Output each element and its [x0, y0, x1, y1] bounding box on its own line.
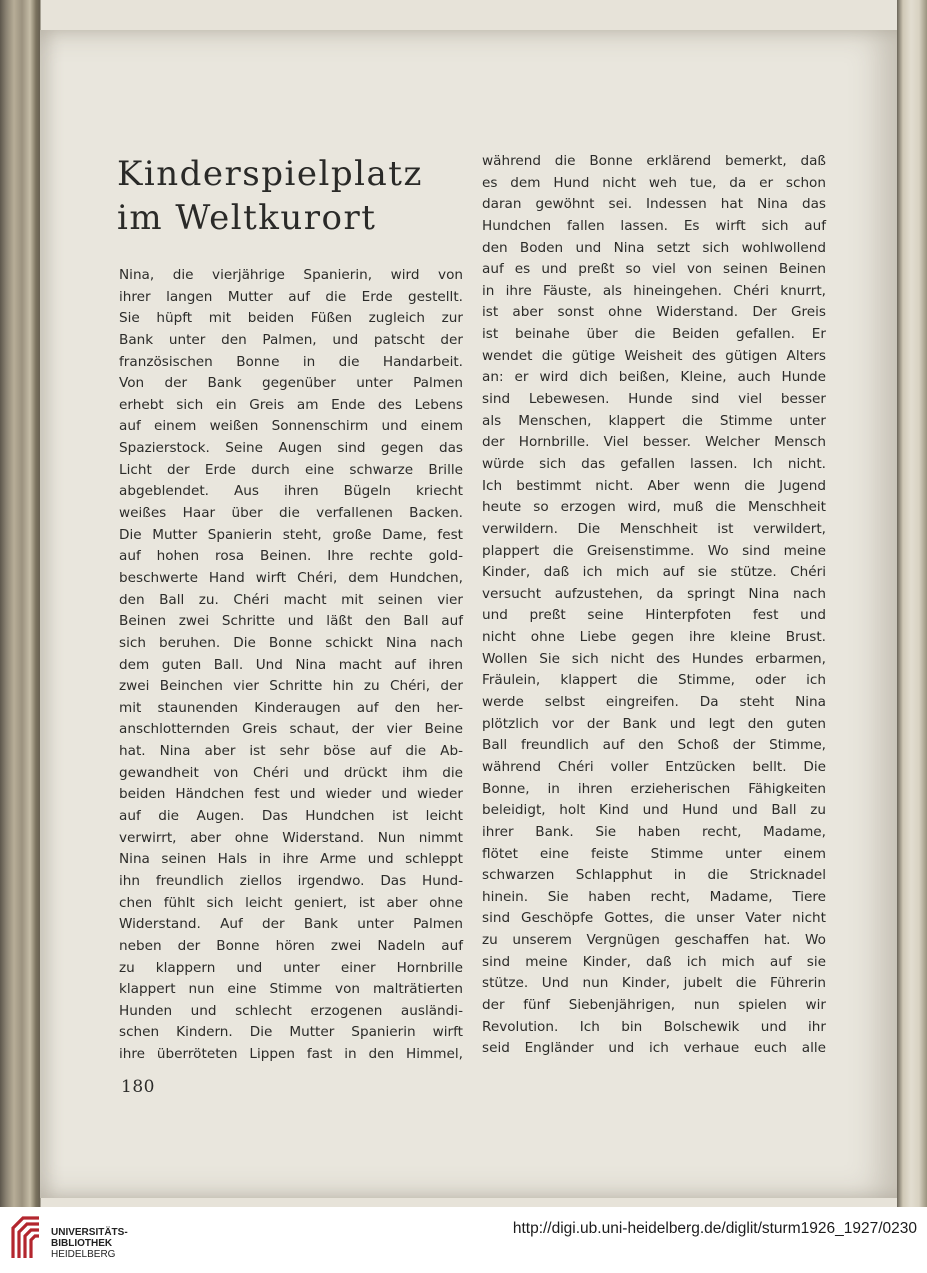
- text-line: in ihre Fäuste, als hineingehen. Chéri knurrt,: [482, 282, 826, 299]
- text-line: Fräulein, klappert die Stimme, oder ich: [482, 672, 826, 689]
- text-line: sind meine Kinder, daß ich mich auf sie: [482, 953, 826, 970]
- text-line: nicht ohne Liebe gegen ihre kleine Brust.: [482, 629, 826, 646]
- text-line: sind Lebewesen. Hunde sind viel besser: [482, 391, 826, 408]
- text-line: dem guten Ball. Und Nina macht auf ihren: [119, 656, 463, 673]
- text-line: Hundchen fallen lassen. Es wirft sich auf: [482, 217, 826, 234]
- text-line: seid Engländer und ich verhaue euch alle: [482, 1040, 826, 1057]
- text-line: plötzlich vor der Bank und legt den guten: [482, 715, 826, 732]
- text-line: neben der Bonne hören zwei Nadeln auf: [119, 937, 463, 954]
- text-line: anschlotternden Greis schaut, der vier Beine: [119, 721, 463, 738]
- text-line: Bonne, in ihren erzieherischen Fähigkeiten: [482, 780, 826, 797]
- text-line: würde sich das gefallen lassen. Ich nicht.: [482, 455, 826, 472]
- text-line: Wollen Sie sich nicht des Hundes erbarmen,: [482, 650, 826, 667]
- text-line: flötet eine feiste Stimme unter einem: [482, 845, 826, 862]
- text-line: werde selbst eingreifen. Da steht Nina: [482, 694, 826, 711]
- text-line: schwarzen Schlapphut in die Stricknadel: [482, 867, 826, 884]
- article-title: [117, 152, 457, 240]
- text-line: abgeblendet. Aus ihren Bügeln kriecht: [119, 483, 463, 500]
- page-number: 180: [121, 1077, 155, 1097]
- text-line: an: er wird dich beißen, Kleine, auch Hunde: [482, 369, 826, 386]
- text-line: stütze. Und nun Kinder, jubelt die Führerin: [482, 975, 826, 992]
- right-text-column: [482, 151, 826, 1060]
- text-line: und preßt seine Hinterpfoten fest und: [482, 607, 826, 624]
- article-title-line-2: im Weltkurort: [117, 198, 377, 238]
- text-line: weißes Haar über die verfallenen Backen.: [119, 505, 463, 522]
- text-line: es dem Hund nicht weh tue, da er schon: [482, 174, 826, 191]
- text-line: heute so erzogen wird, muß die Menschheit: [482, 499, 826, 516]
- library-name-line: BIBLIOTHEK: [51, 1238, 113, 1249]
- text-line: wendet die gütige Weisheit des gütigen Alters: [482, 347, 826, 364]
- text-line: chen fühlt sich leicht geniert, ist aber ohne: [119, 894, 463, 911]
- text-line: Nina seinen Hals in ihre Arme und schleppt: [119, 851, 463, 868]
- article-title-line-1: Kinderspielplatz: [117, 154, 423, 194]
- text-line: daran gewöhnt sei. Indessen hat Nina das: [482, 196, 826, 213]
- library-name-line: UNIVERSITÄTS-: [51, 1227, 128, 1238]
- text-line: mit staunenden Kinderaugen auf den her-: [119, 699, 463, 716]
- text-line: Nina, die vierjährige Spanierin, wird von: [119, 267, 463, 283]
- text-line: erhebt sich ein Greis am Ende des Lebens: [119, 396, 463, 413]
- text-line: Bank unter den Palmen, und patscht der: [119, 331, 463, 348]
- text-line: hat. Nina aber ist sehr böse auf die Ab-: [119, 743, 463, 760]
- text-line: verwirrt, aber ohne Widerstand. Nun nimmt: [119, 829, 463, 846]
- text-line: auf hohen rosa Beinen. Ihre rechte gold-: [119, 548, 463, 565]
- text-line: auf es und preßt so viel von seinen Beinen: [482, 261, 826, 278]
- text-line: Beinen zwei Schritte und läßt den Ball auf: [119, 613, 463, 630]
- text-line: ihre überröteten Lippen fast in den Himmel,: [119, 1046, 463, 1063]
- text-line: auf die Augen. Das Hundchen ist leicht: [119, 808, 463, 825]
- text-line: verwildern. Die Menschheit ist verwildert,: [482, 520, 826, 537]
- text-line: Widerstand. Auf der Bank unter Palmen: [119, 916, 463, 933]
- text-line: Von der Bank gegenüber unter Palmen: [119, 375, 463, 392]
- left-text-column: [119, 265, 463, 1066]
- text-line: der fünf Siebenjährigen, nun spielen wir: [482, 996, 826, 1013]
- text-line: sich beruhen. Die Bonne schickt Nina nach: [119, 634, 463, 651]
- text-line: auf einem weißen Sonnenschirm und einem: [119, 418, 463, 435]
- text-line: gewandheit von Chéri und drückt ihm die: [119, 764, 463, 781]
- library-name-line: HEIDELBERG: [51, 1249, 116, 1260]
- text-line: versucht aufzustehen, da springt Nina nach: [482, 585, 826, 602]
- text-line: den Boden und Nina setzt sich wohlwollend: [482, 239, 826, 256]
- text-line: Revolution. Ich bin Bolschewik und ihr: [482, 1018, 826, 1035]
- facing-page-edge: [897, 0, 927, 1207]
- text-line: ist aber sonst ohne Widerstand. Der Greis: [482, 304, 826, 321]
- text-line: sind Geschöpfe Gottes, die unser Vater nicht: [482, 910, 826, 927]
- text-line: zu klappern und unter einer Hornbrille: [119, 959, 463, 976]
- text-line: hinein. Sie haben recht, Madame, Tiere: [482, 888, 826, 905]
- text-line: schen Kindern. Die Mutter Spanierin wirft: [119, 1024, 463, 1041]
- text-line: Sie hüpft mit beiden Füßen zugleich zur: [119, 310, 463, 327]
- text-line: zwei Beinchen vier Schritte hin zu Chéri, der: [119, 678, 463, 695]
- text-line: beschwerte Hand wirft Chéri, dem Hundchen,: [119, 569, 463, 586]
- library-footer: [0, 1207, 927, 1273]
- text-line: beleidigt, holt Kind und Hund und Ball zu: [482, 802, 826, 819]
- text-line: der Hornbrille. Viel besser. Welcher Mensch: [482, 434, 826, 451]
- text-line: den Ball zu. Chéri macht mit seinen vier: [119, 591, 463, 608]
- permalink-url[interactable]: http://digi.ub.uni-heidelberg.de/diglit/sturm1926_1927/0230: [512, 1220, 917, 1237]
- text-line: zu unserem Vergnügen geschaffen hat. Wo: [482, 932, 826, 949]
- library-name: [51, 1227, 128, 1260]
- text-line: Hunden und schlecht erzogenen ausländi-: [119, 1002, 463, 1019]
- text-line: beiden Händchen fest und wieder und wieder: [119, 786, 463, 803]
- text-line: plappert die Greisenstimme. Wo sind meine: [482, 542, 826, 559]
- text-line: als Menschen, klappert die Stimme unter: [482, 412, 826, 429]
- text-line: Ball freundlich auf den Schoß der Stimme,: [482, 737, 826, 754]
- text-line: während die Bonne erklärend bemerkt, daß: [482, 153, 826, 169]
- text-line: Licht der Erde durch eine schwarze Brille: [119, 461, 463, 478]
- text-line: Die Mutter Spanierin steht, große Dame, fest: [119, 526, 463, 543]
- text-line: während Chéri voller Entzücken bellt. Die: [482, 758, 826, 775]
- text-line: französischen Bonne in die Handarbeit.: [119, 353, 463, 370]
- text-line: Ich bestimmt nicht. Aber wenn die Jugend: [482, 477, 826, 494]
- text-line: Spazierstock. Seine Augen sind gegen das: [119, 440, 463, 457]
- text-line: ihrer langen Mutter auf die Erde gestellt.: [119, 288, 463, 305]
- text-line: klappert nun eine Stimme von malträtierten: [119, 981, 463, 998]
- text-line: ihn freundlich ziellos irgendwo. Das Hund-: [119, 872, 463, 889]
- text-line: ist beinahe über die Beiden gefallen. Er: [482, 326, 826, 343]
- text-line: Kinder, daß ich mich auf sie stütze. Chéri: [482, 564, 826, 581]
- university-library-logo-icon: [9, 1214, 45, 1262]
- text-line: ihrer Bank. Sie haben recht, Madame,: [482, 823, 826, 840]
